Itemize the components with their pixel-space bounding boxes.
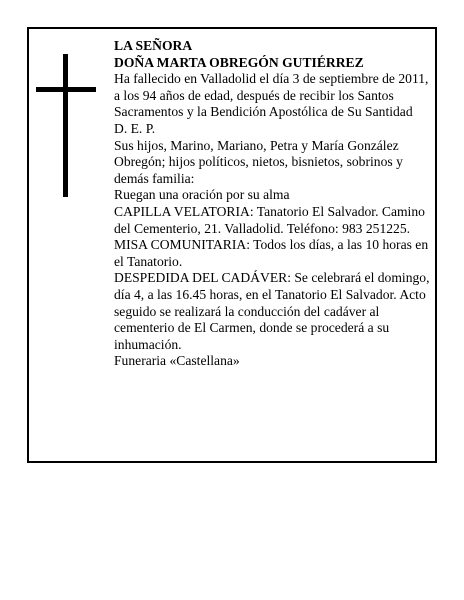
cross-vertical-bar [63,54,68,197]
dep-line: D. E. P. [114,120,156,136]
mass-info: MISA COMUNITARIA: Todos los días, a las 10 horas en el Tanatorio. [114,237,429,269]
cross-icon [36,54,96,197]
cross-horizontal-bar [36,87,96,92]
obituary-text [114,38,434,370]
prayer-line: Ruegan una oración por su alma [114,187,290,203]
farewell-info: DESPEDIDA DEL CADÁVER: Se celebrará el domingo, día 4, a las 16.45 horas, en el Tanatorio El Salvador. Acto seguido se realizará la conducción del cadáver al cementerio de El Carmen, donde se procederá a su inhumación. [114,270,430,352]
death-info: Ha fallecido en Valladolid el día 3 de septiembre de 2011, a los 94 años de edad, después de recibir los Santos Sacramentos y la Bendición Apostólica de Su Santidad [114,71,429,120]
family-line: Sus hijos, Marino, Mariano, Petra y María González Obregón; hijos políticos, nietos, bisnietos, sobrinos y demás familia: [114,137,403,186]
funeral-home: Funeraria «Castellana» [114,353,240,369]
notice-title: LA SEÑORA [114,38,193,53]
deceased-name: DOÑA MARTA OBREGÓN GUTIÉRREZ [114,54,364,70]
chapel-info: CAPILLA VELATORIA: Tanatorio El Salvador. Camino del Cementerio, 21. Valladolid. Teléfono: 983 251225. [114,203,425,236]
